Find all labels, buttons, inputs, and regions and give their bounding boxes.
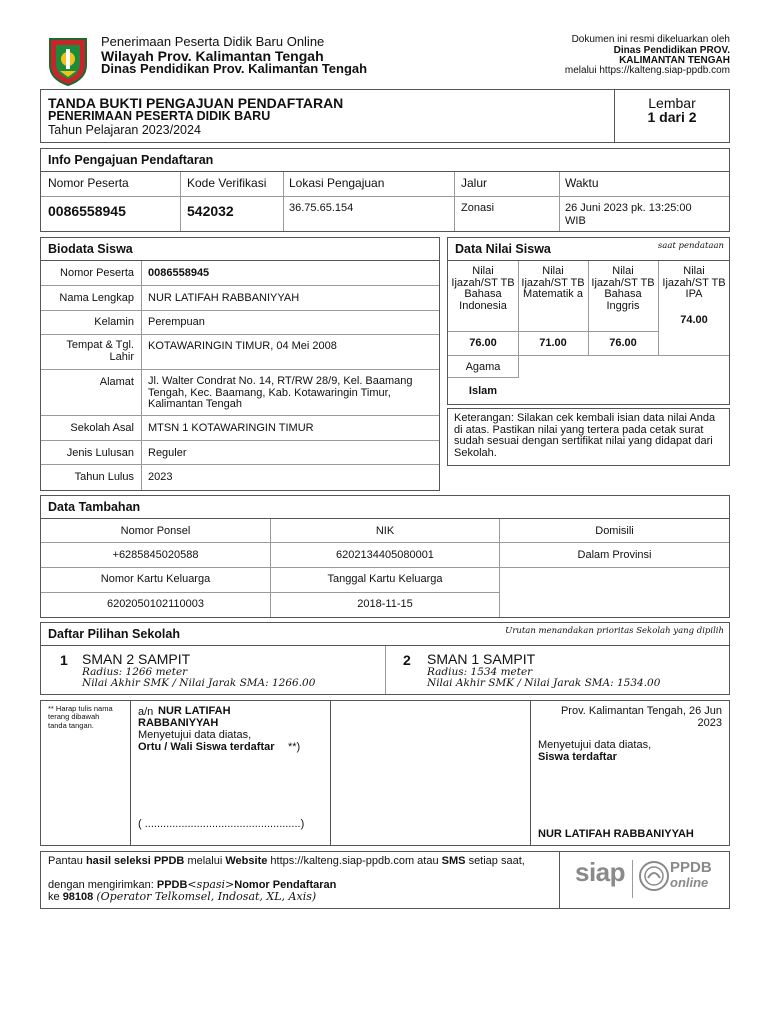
choice-1-radius: Radius: 1266 meter <box>82 666 188 678</box>
info-heading: Info Pengajuan Pendaftaran <box>48 153 214 167</box>
lembar-label: Lembar <box>648 95 696 111</box>
tambahan-header-kk: Nomor Kartu Keluarga <box>100 573 211 585</box>
nilai-heading: Data Nilai Siswa <box>455 242 551 256</box>
info-value-lokasi: 36.75.65.154 <box>289 202 354 214</box>
issuer-note-2: Dinas Pendidikan PROV. <box>613 45 730 56</box>
siswa-name: NUR LATIFAH RABBANIYYAH <box>538 828 694 840</box>
info-value-waktu: 26 Juni 2023 pk. 13:25:00 WIB <box>565 202 692 227</box>
nilai-subject-1: Nilai Ijazah/ST TB Bahasa Indonesia <box>451 265 515 312</box>
info-header-kode: Kode Verifikasi <box>187 176 267 190</box>
pilihan-note: Urutan menandakan prioritas Sekolah yang dipilih <box>505 626 724 636</box>
ppdb-emblem-icon <box>638 860 670 892</box>
academic-year: Tahun Pelajaran 2023/2024 <box>48 123 201 137</box>
footer-text-pantau: Pantau <box>48 855 83 867</box>
pilihan-heading: Daftar Pilihan Sekolah <box>48 627 180 641</box>
bio-value-lulusan: Reguler <box>148 447 187 459</box>
issuer-note-1: Dokumen ini resmi dikeluarkan oleh <box>571 34 730 45</box>
footer-text-sms: SMS <box>441 855 466 867</box>
nilai-value-3: 76.00 <box>609 337 637 349</box>
ortu-name-line: ( ...................................................) <box>138 818 305 830</box>
footer-text-spasi: <spasi> <box>187 878 235 891</box>
footer-text-ppdb: PPDB <box>156 879 188 891</box>
province-crest-logo <box>46 35 90 87</box>
info-header-jalur: Jalur <box>461 176 488 190</box>
agama-label: Agama <box>465 361 501 373</box>
tambahan-value-tgl-kk: 2018-11-15 <box>357 598 413 610</box>
nilai-subject-2: Nilai Ijazah/ST TB Matematik a <box>521 265 585 301</box>
choice-1-nilai: Nilai Akhir SMK / Nilai Jarak SMA: 1266.00 <box>82 677 316 689</box>
bio-value-ttl: KOTAWARINGIN TIMUR, 04 Mei 2008 <box>148 340 337 352</box>
online-logo-text: online <box>670 875 709 890</box>
bio-value-kelamin: Perempuan <box>148 316 205 328</box>
info-header-nomor: Nomor Peserta <box>48 176 129 190</box>
tambahan-header-domisili: Domisili <box>595 525 634 537</box>
footer-text-number: 98108 <box>62 891 94 903</box>
choice-2-nilai: Nilai Akhir SMK / Nilai Jarak SMA: 1534.00 <box>427 677 661 689</box>
lembar-value: 1 dari 2 <box>647 109 697 125</box>
choice-2-number: 2 <box>403 652 411 668</box>
agama-value: Islam <box>468 385 498 397</box>
footer-text-hasil: hasil seleksi PPDB <box>85 855 185 867</box>
info-value-jalur: Zonasi <box>461 202 495 214</box>
footer-text-setiap: setiap saat, <box>468 855 525 867</box>
nilai-value-4: 74.00 <box>680 314 708 326</box>
bio-label-nomor: Nomor Peserta <box>60 267 134 279</box>
nilai-note: saat pendataan <box>657 241 724 251</box>
tambahan-value-domisili: Dalam Provinsi <box>577 549 652 561</box>
nilai-value-2: 71.00 <box>539 337 567 349</box>
siap-logo: siap <box>575 857 626 887</box>
bio-label-lulusan: Jenis Lulusan <box>66 447 134 459</box>
issuer-note-3: KALIMANTAN TENGAH <box>619 55 730 66</box>
bio-value-nomor: 0086558945 <box>148 267 210 279</box>
tambahan-value-kk: 6202050102110003 <box>106 598 205 610</box>
nilai-subject-4: Nilai Ijazah/ST TB IPA <box>662 265 726 301</box>
ortu-an-name: NUR LATIFAH RABBANIYYAH <box>138 705 231 729</box>
tambahan-heading: Data Tambahan <box>48 500 141 514</box>
footer-text-operator: (Operator Telkomsel, Indosat, XL, Axis) <box>96 890 317 903</box>
doc-title: TANDA BUKTI PENGAJUAN PENDAFTARAN <box>48 95 344 111</box>
footer-text-melalui: melalui <box>187 855 223 867</box>
bio-label-sekolah: Sekolah Asal <box>70 422 134 434</box>
ppdb-logo-text: PPDB <box>670 859 712 876</box>
tambahan-header-tgl-kk: Tanggal Kartu Keluarga <box>327 573 443 585</box>
tambahan-header-ponsel: Nomor Ponsel <box>120 525 191 537</box>
footer-text-url: https://kalteng.siap-ppdb.com atau <box>270 855 439 867</box>
nilai-value-1: 76.00 <box>469 337 497 349</box>
header-line-3: Dinas Pendidikan Prov. Kalimantan Tengah <box>101 61 368 76</box>
tambahan-value-nik: 6202134405080001 <box>336 549 434 561</box>
ortu-agree: Menyetujui data diatas, <box>138 729 252 741</box>
sign-place-date: Prov. Kalimantan Tengah, 26 Jun 2023 <box>560 705 722 729</box>
bio-label-ttl: Tempat & Tgl. Lahir <box>66 339 134 363</box>
issuer-note-4: melalui https://kalteng.siap-ppdb.com <box>564 65 730 76</box>
info-header-waktu: Waktu <box>565 176 599 190</box>
footer-text-dengan: dengan mengirimkan: <box>48 879 154 891</box>
choice-1-number: 1 <box>60 652 68 668</box>
footer-text-nomor: Nomor Pendaftaran <box>234 879 337 891</box>
ortu-an-prefix: a/n <box>138 706 154 718</box>
info-value-kode: 542032 <box>187 203 234 219</box>
biodata-heading: Biodata Siswa <box>48 242 133 256</box>
footer-line-1 <box>48 855 548 867</box>
crest-icon <box>46 35 90 87</box>
nilai-subject-3: Nilai Ijazah/ST TB Bahasa Inggris <box>591 265 655 312</box>
tambahan-header-nik: NIK <box>375 525 395 537</box>
bio-label-kelamin: Kelamin <box>94 316 134 328</box>
choice-1-name: SMAN 2 SAMPIT <box>82 651 191 667</box>
bio-label-nama: Nama Lengkap <box>59 292 134 304</box>
keterangan-text: Keterangan: Silakan cek kembali isian data nilai Anda di atas. Pastikan nilai yang tertera pada cetak surat sudah sesuai dengan sertifikat nilai yang didapat dari Sekolah. <box>454 412 716 459</box>
header-line-2: Wilayah Prov. Kalimantan Tengah <box>101 48 324 64</box>
footer-text-ke: ke <box>48 891 60 903</box>
siswa-agree: Menyetujui data diatas, <box>538 739 652 751</box>
bio-value-nama: NUR LATIFAH RABBANIYYAH <box>148 292 300 304</box>
info-value-nomor: 0086558945 <box>48 203 126 219</box>
footer-text-website: Website <box>225 855 268 867</box>
bio-value-alamat: Jl. Walter Condrat No. 14, RT/RW 28/9, Kel. Baamang Tengah, Kec. Baamang, Kab. Kotawaringin Timur, Kalimantan Tengah <box>148 375 413 411</box>
header-line-1: Penerimaan Peserta Didik Baru Online <box>101 34 325 49</box>
bio-label-tahun: Tahun Lulus <box>74 471 134 483</box>
ortu-label: Ortu / Wali Siswa terdaftar <box>138 741 275 753</box>
bio-value-sekolah: MTSN 1 KOTAWARINGIN TIMUR <box>148 422 314 434</box>
doc-subtitle: PENERIMAAN PESERTA DIDIK BARU <box>48 109 271 123</box>
choice-2-radius: Radius: 1534 meter <box>427 666 533 678</box>
siswa-label: Siswa terdaftar <box>538 751 617 763</box>
info-header-lokasi: Lokasi Pengajuan <box>289 176 385 190</box>
bio-label-alamat: Alamat <box>99 376 134 388</box>
bio-value-tahun: 2023 <box>148 471 173 483</box>
signature-note: ** Harap tulis nama terang dibawah tanda tangan. <box>48 704 113 730</box>
choice-2-name: SMAN 1 SAMPIT <box>427 651 536 667</box>
tambahan-value-ponsel: +6285845020588 <box>112 549 199 561</box>
footer-line-3 <box>48 891 316 904</box>
ortu-mark: **) <box>288 741 301 753</box>
